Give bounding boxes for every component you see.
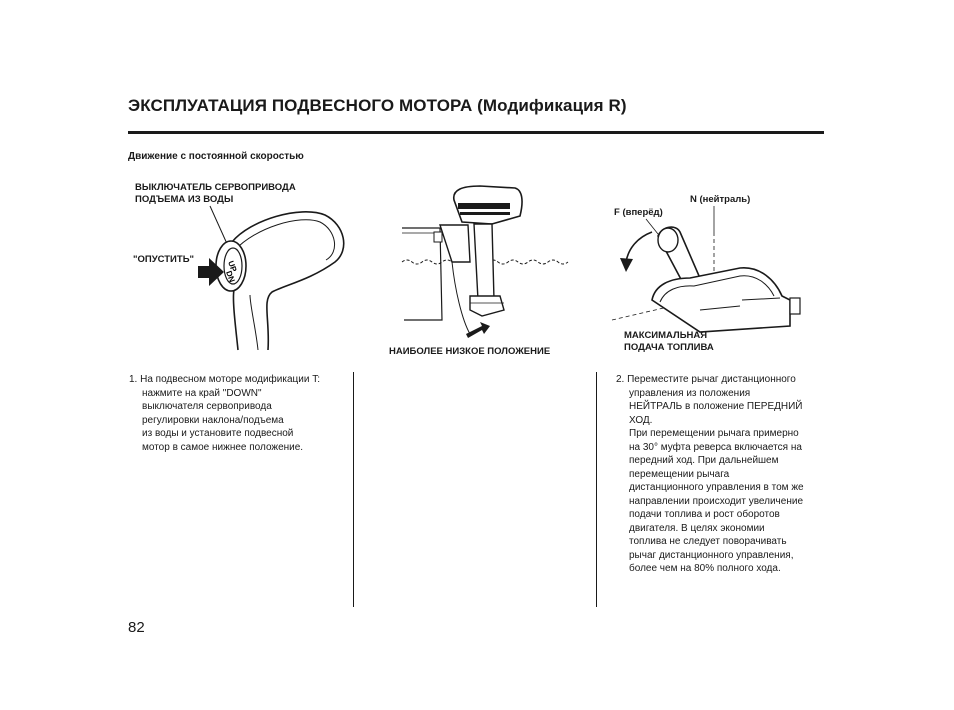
step2-line-6: на 30° муфта реверса включается на: [629, 441, 802, 453]
step1-line-3: выключателя сервопривода: [142, 401, 272, 412]
page-number: 82: [128, 619, 145, 636]
label-max-line1: МАКСИМАЛЬНАЯ: [624, 330, 708, 341]
step2-line-3: НЕЙТРАЛЬ в положение ПЕРЕДНИЙ: [629, 401, 803, 412]
label-max-line2: ПОДАЧА ТОПЛИВА: [624, 342, 714, 353]
page-title: ЭКСПЛУАТАЦИЯ ПОДВЕСНОГО МОТОРА (Модификация R): [128, 96, 627, 115]
step2-line-13: топлива не следует поворачивать: [629, 536, 787, 547]
step2-line-15: более чем на 80% полного хода.: [629, 563, 781, 574]
step2-line-4: ХОД.: [629, 414, 653, 426]
step1-line-4: регулировки наклона/подъема: [142, 414, 284, 426]
step1-line-6: мотор в самое нижнее положение.: [142, 441, 304, 453]
step1-line-2: нажмите на край "DOWN": [142, 387, 262, 399]
step2-line-9: дистанционного управления в том же: [629, 482, 804, 493]
label-switch-line1: ВЫКЛЮЧАТЕЛЬ СЕРВОПРИВОДА: [135, 182, 296, 193]
step2-line-1: 2. Переместите рычаг дистанционного: [616, 374, 796, 385]
step2-line-8: перемещении рычага: [629, 468, 730, 480]
label-switch-line2: ПОДЪЕМА ИЗ ВОДЫ: [135, 194, 234, 205]
switch-down-text: DN: [224, 269, 237, 284]
step2-line-2: управления из положения: [629, 387, 751, 399]
switch-up-text: UP: [226, 259, 239, 274]
step2-line-14: рычаг дистанционного управления,: [629, 549, 794, 561]
step2-line-7: передний ход. При дальнейшем: [629, 455, 779, 466]
step1-line-1: 1. На подвесном моторе модификации T:: [129, 374, 320, 385]
step1-line-5: из воды и установите подвесной: [142, 428, 294, 439]
step2-line-10: направлении происходит увеличение: [629, 495, 803, 507]
step2-line-5: При перемещении рычага примерно: [629, 428, 799, 439]
label-lowest-position: НАИБОЛЕЕ НИЗКОЕ ПОЛОЖЕНИЕ: [389, 346, 551, 357]
column-divider-2: [596, 372, 597, 607]
step2-line-12: двигателя. В целях экономии: [629, 522, 765, 534]
label-forward: F (вперёд): [614, 207, 663, 218]
column-divider-1: [353, 372, 354, 607]
label-lower: "ОПУСТИТЬ": [133, 254, 195, 265]
section-subtitle: Движение с постоянной скоростью: [128, 151, 304, 162]
label-neutral: N (нейтраль): [690, 194, 751, 205]
step2-line-11: подачи топлива и рост оборотов: [629, 509, 780, 520]
